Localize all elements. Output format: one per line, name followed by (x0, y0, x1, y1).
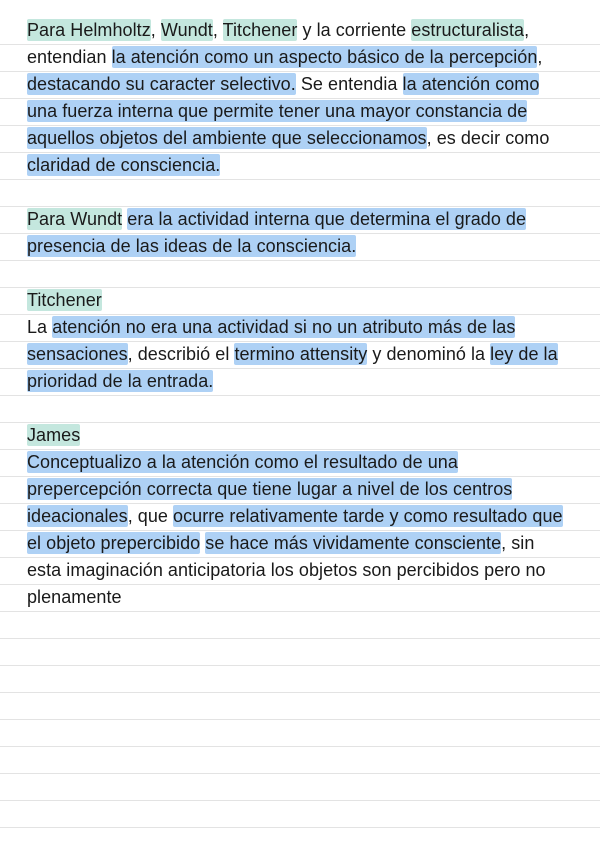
highlight-blue: la atención como una fuerza interna que permite tener una mayor constancia de aquellos objetos del ambiente que seleccionamos (27, 74, 540, 148)
note-text[interactable] (27, 17, 572, 611)
paragraph-titchener (27, 314, 572, 395)
ruled-line (0, 692, 600, 693)
paragraph-james (27, 449, 572, 611)
highlight-green: James (27, 425, 81, 445)
ruled-line (0, 638, 600, 639)
highlight-blue: ley de la prioridad de la entrada. (27, 344, 558, 391)
blank-line (27, 179, 572, 206)
highlight-green: Wundt (160, 20, 213, 40)
highlight-green: Para Helmholtz (27, 20, 151, 40)
text-run: , (212, 20, 223, 40)
highlight-blue: la atención como un aspecto básico de la percepción (111, 47, 538, 67)
text-run: y denominó la (367, 344, 491, 364)
ruled-line (0, 773, 600, 774)
highlight-blue: Conceptualizo a la atención como el resultado de una prepercepción correcta que tiene lugar a nivel de los centros ideacionales (27, 452, 513, 526)
highlight-green: estructuralista (411, 20, 525, 40)
text-run: y la corriente (297, 20, 412, 40)
highlight-blue: atención no era una actividad si no un atributo más de las sensaciones (27, 317, 516, 364)
text-run: , es decir como (426, 128, 550, 148)
ruled-line (0, 665, 600, 666)
text-run: , describió el (127, 344, 235, 364)
text-run: La (27, 317, 53, 337)
text-run: , (150, 20, 161, 40)
blank-line (27, 395, 572, 422)
text-run: , que (127, 506, 174, 526)
heading-titchener (27, 287, 572, 314)
text-run: , sin esta imaginación anticipatoria los objetos son percibidos pero no plenamente (27, 533, 546, 607)
paragraph-helmholtz (27, 17, 572, 179)
paragraph-wundt (27, 206, 572, 260)
highlight-blue: destacando su caracter selectivo. (27, 74, 296, 94)
heading-james (27, 422, 572, 449)
highlight-blue: ocurre relativamente tarde y como resultado que el objeto prepercibido (27, 506, 563, 553)
highlight-blue: era la actividad interna que determina el grado de presencia de las ideas de la consciencia. (27, 209, 527, 256)
ruled-line (0, 719, 600, 720)
highlight-green: Titchener (222, 20, 298, 40)
highlight-green: Titchener (27, 290, 102, 310)
ruled-line (0, 746, 600, 747)
blank-line (27, 260, 572, 287)
ruled-line (0, 800, 600, 801)
ruled-line (0, 827, 600, 828)
text-run: Se entendia (295, 74, 403, 94)
highlight-blue: claridad de consciencia. (27, 155, 221, 175)
highlight-blue: se hace más vividamente consciente (205, 533, 502, 553)
highlight-green: Para Wundt (27, 209, 123, 229)
ruled-line (0, 611, 600, 612)
text-run: , entendian (27, 20, 530, 67)
text-run: , (537, 47, 543, 67)
highlight-blue: termino attensity (234, 344, 368, 364)
